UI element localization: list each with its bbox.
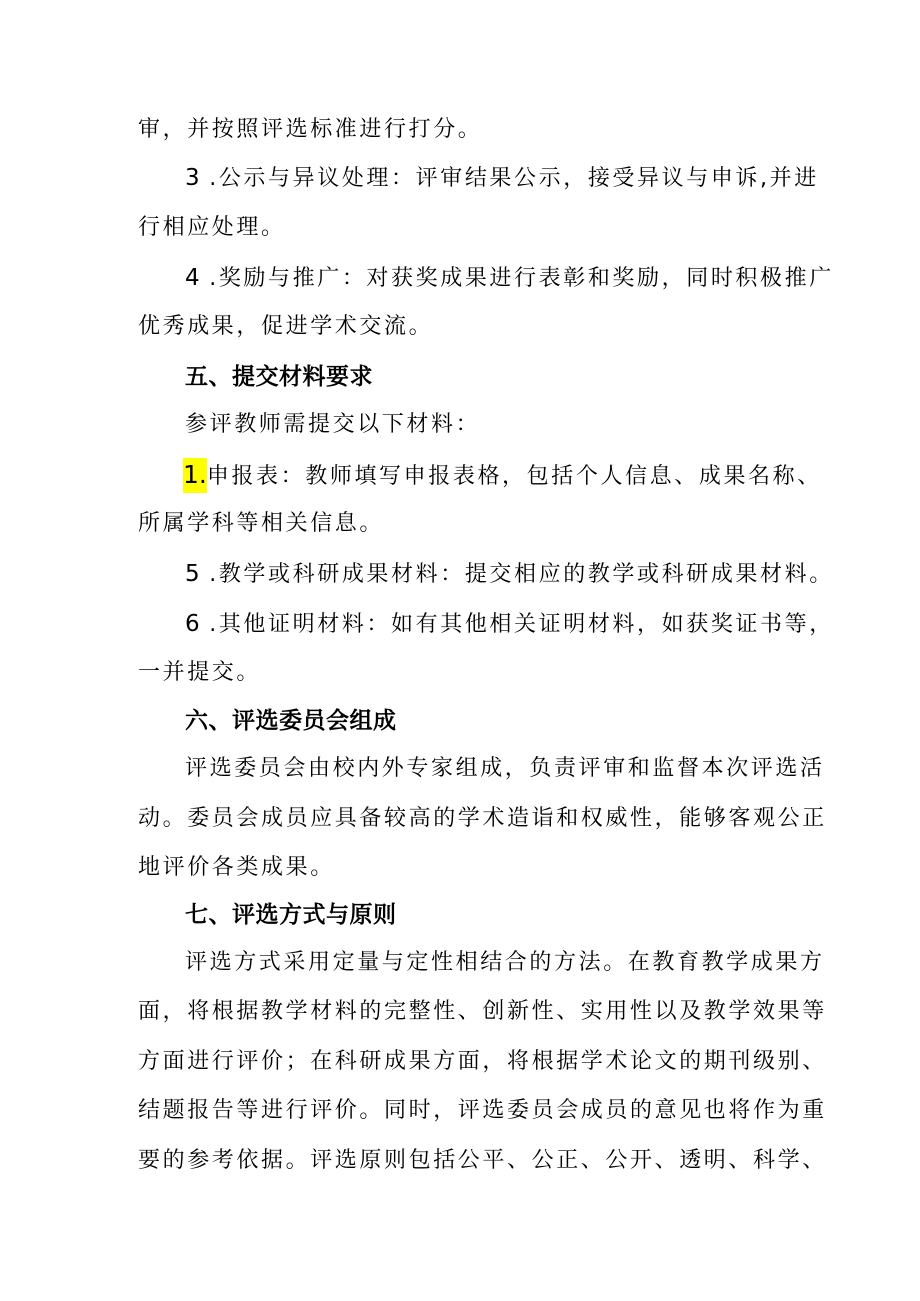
- item-number: 4: [185, 265, 200, 291]
- text-line: 结题报告等进行评价。同时，评选委员会成员的意见也将作为重: [138, 1098, 827, 1123]
- text-line: 参评教师需提交以下材料：: [185, 412, 481, 437]
- list-item-1: [183, 453, 920, 497]
- section-heading-5: 五、提交材料要求: [185, 364, 373, 390]
- text-line: 地评价各类成果。: [138, 855, 335, 880]
- item-number: 6: [185, 611, 200, 637]
- list-item-4: [185, 256, 920, 300]
- item-text: .奖励与推广：对获奖成果进行表彰和奖励，同时积极推广: [199, 266, 834, 291]
- section-heading-6: 六、评选委员会组成: [185, 708, 397, 734]
- text-line: 优秀成果，促进学术交流。: [138, 314, 434, 339]
- highlighted-number: 1.: [183, 458, 207, 493]
- item-text: .公示与异议处理：评审结果公示，接受异议与申诉,并进: [199, 166, 819, 191]
- text-line: 一并提交。: [138, 660, 262, 685]
- text-line: 动。委员会成员应具备较高的学术造诣和权威性，能够客观公正: [138, 806, 827, 831]
- item-text: .教学或科研成果材料：提交相应的教学或科研成果材料。: [199, 562, 834, 587]
- item-number: 3: [185, 165, 200, 191]
- text-line: 要的参考依据。评选原则包括公平、公正、公开、透明、科学、: [138, 1148, 827, 1173]
- section-heading-7: 七、评选方式与原则: [185, 902, 397, 928]
- list-item-3: [185, 156, 920, 200]
- text-line: 面，将根据教学材料的完整性、创新性、实用性以及教学效果等: [138, 999, 827, 1024]
- text-line: 行相应处理。: [138, 215, 286, 240]
- list-item-6: [185, 602, 920, 646]
- text-line: 评选方式采用定量与定性相结合的方法。在教育教学成果方: [185, 950, 825, 975]
- text-line: 所属学科等相关信息。: [138, 511, 385, 536]
- item-number: 5: [185, 561, 200, 587]
- text-line: 方面进行评价；在科研成果方面，将根据学术论文的期刊级别、: [138, 1049, 827, 1074]
- item-text: .其他证明材料：如有其他相关证明材料，如获奖证书等，: [199, 612, 834, 637]
- text-line: 评选委员会由校内外专家组成，负责评审和监督本次评选活: [185, 756, 825, 781]
- text-line: 审，并按照评选标准进行打分。: [138, 117, 483, 142]
- list-item-5: [185, 552, 920, 596]
- item-text: 申报表：教师填写申报表格，包括个人信息、成果名称、: [206, 464, 822, 489]
